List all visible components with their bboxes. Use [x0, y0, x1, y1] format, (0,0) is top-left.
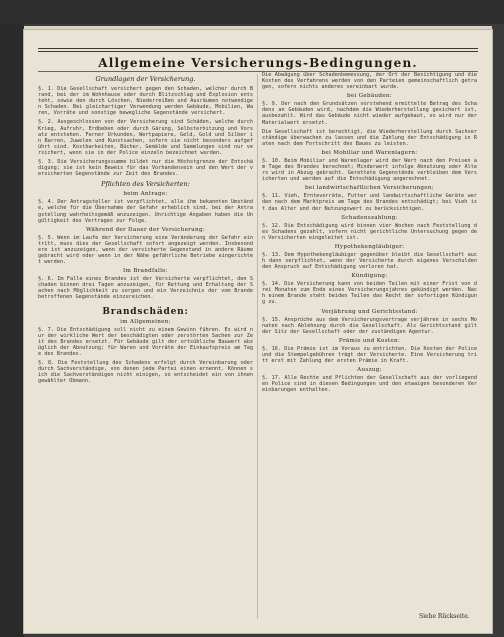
- subsection-heading: bei Mobiliar und Warenlagern:: [321, 149, 418, 156]
- paragraph: §. 11. Vieh, Erntevorräte, Futter und landwirtschaftliche Geräte werden nach dem Marktpreis am Tage des Brandes entschädigt; bei Vieh ist das Alter und der Nutzungswert zu berücksichtigen.: [262, 193, 477, 212]
- paragraph: §. 8. Die Feststellung des Schadens erfolgt durch Vereinbarung oder durch Sachverständige, von denen jede Partei einen ernennt. Können sich die Sachverständigen nicht einigen, so entscheidet ein von ihnen gewählter Obmann.: [38, 360, 253, 385]
- paragraph: Die Gesellschaft ist berechtigt, die Wiederherstellung durch Sachverständige überwachen zu lassen und die Zahlung der Entschädigung in Raten nach dem Fortschritt des Baues zu leisten.: [262, 128, 477, 147]
- paragraph: §. 7. Die Entschädigung soll nicht zu einem Gewinn führen. Es wird nur der wirkliche Wert der beschädigten oder zerstörten Sachen zur Zeit des Brandes ersetzt. Für Gebäude gilt der ortsübliche Bauwert abzüglich der Abnutzung; für Waren und Vorräte der Einkaufspreis am Tage des Brandes.: [38, 326, 253, 357]
- paragraph: §. 10. Beim Mobiliar und Warenlager wird der Wert nach den Preisen am Tage des Brandes berechnet; Minderwert infolge Abnutzung oder Alters wird in Abzug gebracht. Gerettete Gegenstände verbleiben dem Versicherten und werden auf die Entschädigung angerechnet.: [262, 157, 477, 183]
- subsection-heading: Hypothekengläubiger:: [334, 243, 405, 250]
- top-rule-inner: [38, 51, 478, 52]
- paragraph: §. 6. Im Falle eines Brandes ist der Versicherte verpflichtet, den Schaden binnen drei Tagen anzuzeigen, für Rettung und Erhaltung der Sachen nach Möglichkeit zu sorgen und ein Verzeichnis der vom Brande betroffenen Gegenstände einzureichen.: [38, 276, 253, 301]
- paragraph: §. 4. Der Antragsteller ist verpflichtet, alle ihm bekannten Umstände, welche für die Übernahme der Gefahr erheblich sind, bei der Antragstellung wahrheitsgemäß anzuzeigen. Unrichtige Angaben haben die Ungültigkeit des Vertrages zur Folge.: [38, 199, 253, 224]
- subsection-heading: Verjährung und Gerichtsstand:: [321, 308, 418, 315]
- viewer-side-strip: [0, 24, 24, 637]
- document-page: [24, 30, 492, 633]
- paragraph: Die Abwägung über Schadenbemessung, der Ort der Besichtigung und die Kosten des Verfahrens werden von den Parteien gemeinschaftlich getragen, sofern nichts anderes vereinbart wurde.: [262, 72, 477, 91]
- subsection-heading: Kündigung:: [351, 273, 388, 280]
- right-column: [262, 72, 477, 396]
- paragraph: §. 14. Die Versicherung kann von beiden Teilen mit einer Frist von drei Monaten zum Ende eines Versicherungsjahres gekündigt werden. Nach einem Brande steht beiden Teilen das Recht der sofortigen Kündigung zu.: [262, 281, 477, 306]
- paragraph: §. 9. Der nach den Grundsätzen vorstehend ermittelte Betrag des Schadens an Gebäuden wird, nachdem die Wiederherstellung gesichert ist, ausbezahlt. Wird das Gebäude nicht wieder aufgebaut, so wird nur der Materialwert ersetzt.: [262, 101, 477, 126]
- paragraph: §. 13. Dem Hypothekengläubiger gegenüber bleibt die Gesellschaft auch dann verpflichtet, wenn der Versicherte durch eigenes Verschulden den Anspruch auf Entschädigung verloren hat.: [262, 251, 477, 271]
- section-heading: Pflichten des Versicherten:: [101, 180, 190, 189]
- subsection-heading: Im Brandfalle:: [123, 268, 168, 275]
- paragraph: §. 16. Die Prämie ist im Voraus zu entrichten. Die Kosten der Police und die Stempelgebühren trägt der Versicherte. Eine Versicherung tritt erst mit Zahlung der ersten Prämie in Kraft.: [262, 345, 477, 364]
- paragraph: §. 15. Ansprüche aus dem Versicherungsvertrage verjähren in sechs Monaten nach Ablehnung durch die Gesellschaft. Als Gerichtsstand gilt der Sitz der Gesellschaft oder der zuständigen Agentur.: [262, 316, 477, 335]
- subsection-heading: Auszug:: [357, 367, 382, 374]
- paragraph: §. 1. Die Gesellschaft versichert gegen den Schaden, welcher durch Brand, bei der im Wohnhause oder durch Blitzschlag und Explosion entsteht, sowie den durch Löschen, Niederreißen und Ausräumen notwendigen Schaden. Bei gleichartiger Verwendung werden Gebäude, Mobilien, Waren, Vorräte und sonstige bewegliche Gegenstände versichert.: [38, 86, 253, 117]
- section-heading-large: Brandschäden:: [102, 306, 189, 317]
- document-title: Allgemeine Versicherungs-Bedingungen.: [98, 56, 418, 70]
- page-footer-note: Siehe Rückseite.: [419, 613, 470, 620]
- left-column: [38, 72, 253, 387]
- top-rule: [38, 48, 478, 49]
- section-heading: Grundlagen der Versicherung.: [95, 75, 196, 83]
- paragraph: §. 5. Wenn im Laufe der Versicherung eine Veränderung der Gefahr eintritt, muss dies der Gesellschaft sofort angezeigt werden. Insbesondere ist anzuzeigen, wenn der versicherte Gegenstand in andere Räume gebracht wird oder wenn in der Nähe gefährliche Betriebe eingerichtet werden.: [38, 234, 253, 266]
- subsection-heading: Schadenszahlung:: [341, 214, 398, 221]
- subsection-heading: beim Antrage:: [123, 191, 168, 198]
- subsection-heading: bei landwirtschaftlichen Versicherungen:: [304, 185, 434, 192]
- subsection-heading: Prämie und Kosten:: [338, 337, 401, 344]
- column-divider: [257, 74, 258, 619]
- paragraph: §. 12. Die Entschädigung wird binnen vier Wochen nach Feststellung des Schadens gezahlt, sofern nicht gerichtliche Untersuchung gegen den Versicherten eingeleitet ist.: [262, 222, 477, 241]
- subsection-heading: Während der Dauer der Versicherung:: [85, 226, 206, 233]
- paragraph: §. 2. Ausgeschlossen von der Versicherung sind Schäden, welche durch Krieg, Aufruhr, Erdbeben oder durch Gärung, Selbsterhitzung und Vorsatz entstehen. Ferner Urkunden, Wertpapiere, Geld, Gold und Silber in Barren, Juwelen und Kunstsachen, sofern sie nicht besonders aufgeführt sind. Kostbarkeiten, Bücher, Gemälde und Sammlungen sind nur versichert, wenn sie in der Police einzeln bezeichnet wurden.: [38, 119, 253, 156]
- viewer-top-bar: [0, 0, 504, 24]
- paragraph: §. 17. Alle Rechte und Pflichten der Gesellschaft aus der vorliegenden Police sind in diesen Bedingungen und den etwaigen besonderen Vereinbarungen enthalten.: [262, 375, 477, 394]
- subsection-heading: im Allgemeinen:: [120, 318, 171, 325]
- paragraph: §. 3. Die Versicherungssumme bildet nur die Höchstgrenze der Entschädigung; sie ist kein Beweis für das Vorhandensein und den Wert der versicherten Gegenstände zur Zeit des Brandes.: [38, 159, 253, 178]
- subsection-heading: bei Gebäuden:: [346, 93, 393, 100]
